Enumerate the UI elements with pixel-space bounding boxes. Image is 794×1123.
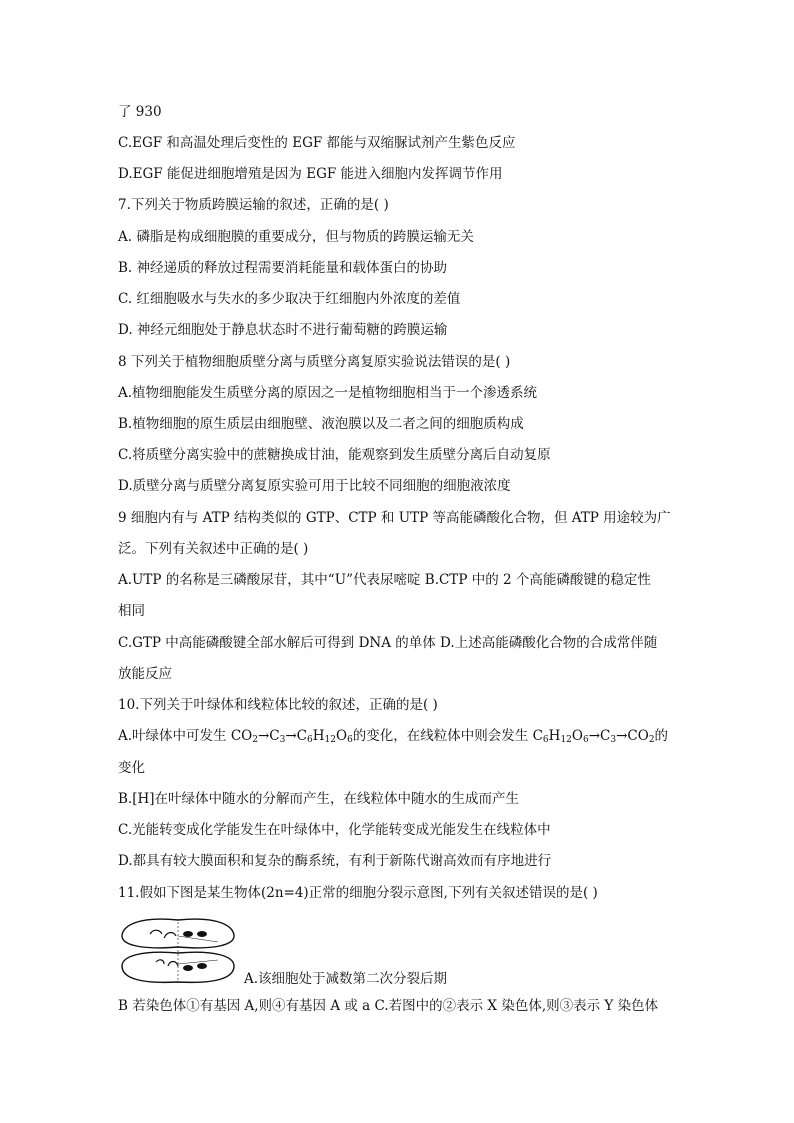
question-8-stem: 8 下列关于植物细胞质壁分离与质壁分离复原实验说法错误的是( ) xyxy=(118,354,511,370)
question-10-option-a: A.叶绿体中可发生 $CO_2\to C_3\to C_6H_{12}O_6$的变化，在线粒体中则会发生 $C_6H_{12}O_6\to C_3\to CO_2$的 xyxy=(118,728,669,745)
question-9-options-ab: A.UTP 的名称是三磷酸尿苷，其中“U”代表尿嘧啶 B.CTP 中的 2 个高能磷酸键的稳定性 xyxy=(118,572,651,588)
text-line: 相同 xyxy=(118,603,145,619)
question-7-option-c: C. 红细胞吸水与失水的多少取决于红细胞内外浓度的差值 xyxy=(118,291,461,307)
question-9-stem: 9 细胞内有与 ATP 结构类似的 GTP、CTP 和 UTP 等高能磷酸化合物，但 ATP 用途较为广 xyxy=(118,510,671,526)
text-line: D.EGF 能促进细胞增殖是因为 EGF 能进入细胞内发挥调节作用 xyxy=(118,166,503,182)
question-7-stem: 7.下列关于物质跨膜运输的叙述，正确的是( ) xyxy=(118,197,389,213)
question-8-option-c: C.将质壁分离实验中的蔗糖换成甘油，能观察到发生质壁分离后自动复原 xyxy=(118,447,551,463)
question-8-option-d: D.质壁分离与质壁分离复原实验可用于比较不同细胞的细胞液浓度 xyxy=(118,478,511,494)
text-line: 放能反应 xyxy=(118,666,172,682)
question-10-option-c: C.光能转变成化学能发生在叶绿体中，化学能转变成光能发生在线粒体中 xyxy=(118,822,551,838)
question-7-option-a: A. 磷脂是构成细胞膜的重要成分，但与物质的跨膜运输无关 xyxy=(118,229,474,245)
text-line: 了 930 xyxy=(118,104,162,120)
question-9-options-cd: C.GTP 中高能磷酸键全部水解后可得到 DNA 的单体 D.上述高能磷酸化合物的合成常伴随 xyxy=(118,635,658,651)
question-11-options-bc: B 若染色体①有基因 A,则④有基因 A 或 a C.若图中的②表示 X 染色体,则③表示 Y 染色体 xyxy=(118,998,659,1014)
question-11-stem: 11.假如下图是某生物体(2n=4)正常的细胞分裂示意图,下列有关叙述错误的是( ) xyxy=(118,885,598,901)
question-11-option-a: A.该细胞处于减数第二次分裂后期 xyxy=(244,971,448,987)
question-8-option-b: B.植物细胞的原生质层由细胞壁、液泡膜以及二者之间的细胞质构成 xyxy=(118,416,524,432)
cell-division-diagram xyxy=(118,912,238,988)
question-7-option-d: D. 神经元细胞处于静息状态时不进行葡萄糖的跨膜运输 xyxy=(118,322,448,338)
text-line: 变化 xyxy=(118,760,145,776)
question-7-option-b: B. 神经递质的释放过程需要消耗能量和载体蛋白的协助 xyxy=(118,260,448,276)
question-10-stem: 10.下列关于叶绿体和线粒体比较的叙述，正确的是( ) xyxy=(118,697,438,713)
question-10-option-b: B.[H]在叶绿体中随水的分解而产生，在线粒体中随水的生成而产生 xyxy=(118,791,520,807)
question-8-option-a: A.植物细胞能发生质壁分离的原因之一是植物细胞相当于一个渗透系统 xyxy=(118,385,538,401)
question-9-stem-cont: 泛。下列有关叙述中正确的是( ) xyxy=(118,541,309,557)
question-10-option-d: D.都具有较大膜面积和复杂的酶系统，有利于新陈代谢高效而有序地进行 xyxy=(118,853,552,869)
text-line: C.EGF 和高温处理后变性的 EGF 都能与双缩脲试剂产生紫色反应 xyxy=(118,135,516,151)
